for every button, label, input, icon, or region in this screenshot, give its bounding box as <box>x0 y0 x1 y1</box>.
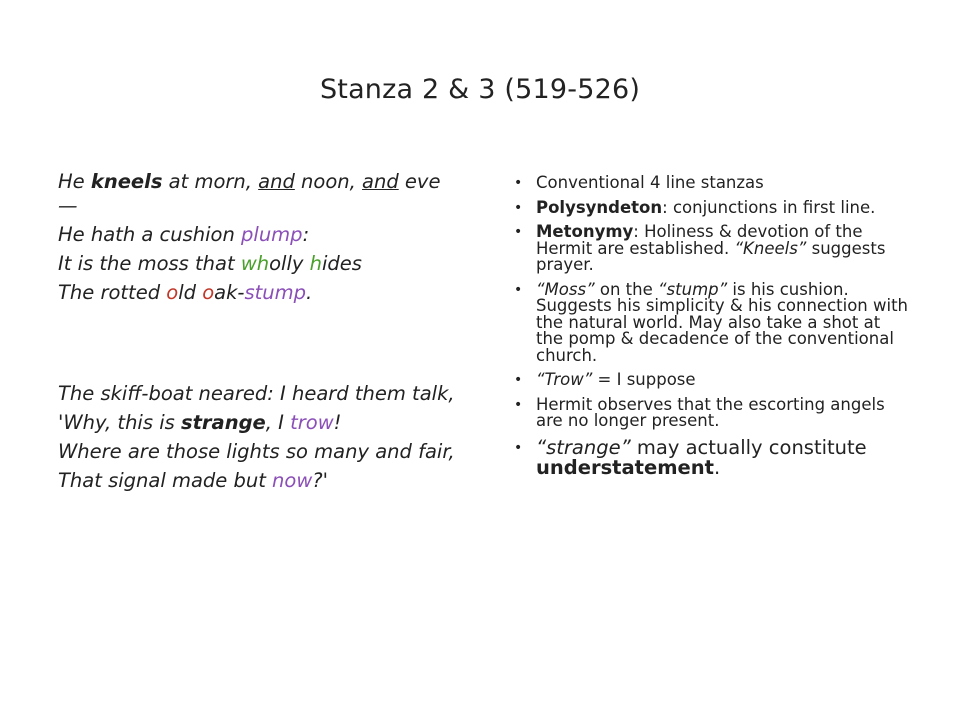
note-item: • Polysyndeton: conjunctions in first line. <box>510 200 910 217</box>
note-item: • “Trow” = I suppose <box>510 372 910 389</box>
slide-title: Stanza 2 & 3 (519-526) <box>319 74 641 105</box>
poem-line-5: The skiff-boat neared: I heard them talk, <box>58 382 455 405</box>
analysis-notes <box>510 175 910 486</box>
poem-excerpt <box>58 170 458 498</box>
stanza-gap <box>58 310 458 382</box>
poem-line-8: That signal made but now?' <box>58 469 329 492</box>
note-item: • Metonymy: Holiness & devotion of the Hermit are established. “Kneels” suggests prayer. <box>510 224 910 274</box>
note-item: • “strange” may actually constitute understatement. <box>510 438 910 478</box>
note-item: • “Moss” on the “stump” is his cushion. Suggests his simplicity & his connection with the natural world. May also take a shot at the pomp & decadence of the conventional church. <box>510 282 910 365</box>
poem-line-7: Where are those lights so many and fair, <box>58 440 455 463</box>
note-item: • Conventional 4 line stanzas <box>510 175 910 192</box>
note-item: • Hermit observes that the escorting angels are no longer present. <box>510 397 910 430</box>
poem-line-1: He kneels at morn, and noon, and eve— <box>58 170 441 217</box>
poem-line-2: He hath a cushion plump: <box>58 223 310 246</box>
poem-line-4: The rotted old oak-stump. <box>58 281 313 304</box>
poem-line-3: It is the moss that wholly hides <box>58 252 362 275</box>
poem-line-6: 'Why, this is strange, I trow! <box>58 411 342 434</box>
